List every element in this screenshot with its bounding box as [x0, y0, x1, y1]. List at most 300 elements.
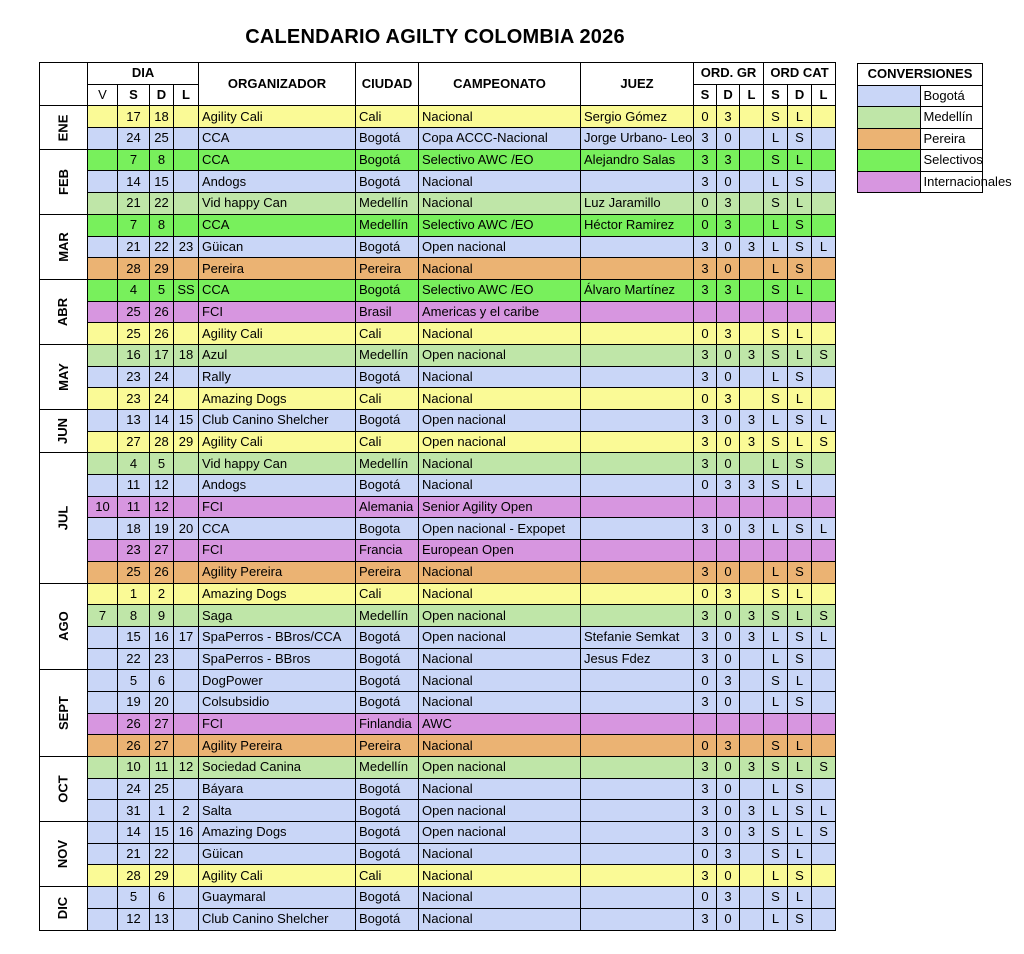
day-d-cell: 2	[150, 583, 174, 605]
cat-s-header: S	[764, 84, 788, 106]
ord-gr-d-cell: 3	[717, 735, 740, 757]
ord-cat-l-cell	[812, 496, 836, 518]
month-label	[40, 410, 88, 453]
day-d-cell: 24	[150, 388, 174, 410]
championship-cell: Senior Agility Open	[419, 496, 581, 518]
ord-gr-s-cell: 3	[694, 410, 717, 432]
championship-cell: Open nacional	[419, 605, 581, 627]
ord-cat-s-cell	[764, 540, 788, 562]
month-label	[40, 149, 88, 214]
day-v-cell	[88, 279, 118, 301]
day-d-cell: 6	[150, 887, 174, 909]
day-v-cell	[88, 193, 118, 215]
day-d-cell: 27	[150, 540, 174, 562]
day-s-cell: 21	[118, 843, 150, 865]
ord-gr-d-cell: 0	[717, 757, 740, 779]
day-l-cell	[174, 496, 199, 518]
ord-cat-s-cell: S	[764, 388, 788, 410]
city-cell: Bogotá	[356, 366, 419, 388]
ord-gr-s-cell: 0	[694, 475, 717, 497]
ord-cat-s-cell: S	[764, 106, 788, 128]
ord-cat-l-cell: S	[812, 431, 836, 453]
championship-cell: Nacional	[419, 887, 581, 909]
ord-gr-l-cell: 3	[740, 410, 764, 432]
championship-cell: Selectivo AWC /EO	[419, 279, 581, 301]
day-l-cell	[174, 149, 199, 171]
day-l-cell	[174, 171, 199, 193]
table-row	[40, 128, 836, 150]
organizer-cell: Club Canino Shelcher	[199, 908, 356, 930]
organizer-cell: Vid happy Can	[199, 453, 356, 475]
day-v-cell	[88, 887, 118, 909]
judge-cell	[581, 778, 694, 800]
ord-gr-s-cell: 3	[694, 171, 717, 193]
ord-gr-l-cell	[740, 691, 764, 713]
day-s-cell: 7	[118, 214, 150, 236]
day-l-cell	[174, 475, 199, 497]
city-cell: Bogotá	[356, 410, 419, 432]
championship-cell: Nacional	[419, 193, 581, 215]
city-cell: Bogotá	[356, 171, 419, 193]
table-row	[40, 778, 836, 800]
ord-gr-d-cell: 0	[717, 908, 740, 930]
day-l-header: L	[174, 84, 199, 106]
ord-gr-d-cell: 3	[717, 670, 740, 692]
judge-cell	[581, 475, 694, 497]
judge-cell	[581, 366, 694, 388]
day-l-cell	[174, 887, 199, 909]
day-v-cell	[88, 344, 118, 366]
day-l-cell: 18	[174, 344, 199, 366]
day-d-cell: 19	[150, 518, 174, 540]
month-label	[40, 887, 88, 930]
day-d-cell: 12	[150, 496, 174, 518]
ord-gr-d-cell: 3	[717, 388, 740, 410]
ord-gr-l-cell	[740, 149, 764, 171]
judge-cell	[581, 410, 694, 432]
ord-cat-d-cell: S	[788, 518, 812, 540]
month-label	[40, 106, 88, 149]
judge-cell: Álvaro Martínez	[581, 279, 694, 301]
ord-gr-l-cell	[740, 887, 764, 909]
ord-gr-l-cell	[740, 583, 764, 605]
ord-cat-l-cell	[812, 128, 836, 150]
ord-gr-s-cell: 0	[694, 106, 717, 128]
table-row	[40, 323, 836, 345]
ord-cat-s-cell: L	[764, 626, 788, 648]
ord-gr-s-cell	[694, 496, 717, 518]
ord-gr-d-cell: 0	[717, 344, 740, 366]
day-l-cell: 29	[174, 431, 199, 453]
legend-label: Medellín	[920, 107, 983, 129]
ord-cat-d-cell: L	[788, 670, 812, 692]
ord-cat-l-cell	[812, 670, 836, 692]
ord-cat-d-cell: S	[788, 410, 812, 432]
day-l-cell	[174, 583, 199, 605]
ord-gr-s-cell: 0	[694, 323, 717, 345]
championship-cell: Open nacional	[419, 822, 581, 844]
day-l-cell	[174, 713, 199, 735]
legend-item	[858, 107, 983, 129]
table-row	[40, 757, 836, 779]
ord-gr-d-cell: 0	[717, 605, 740, 627]
month-name: ENE	[55, 114, 71, 141]
ord-gr-d-cell: 0	[717, 171, 740, 193]
month-label	[40, 214, 88, 279]
day-s-cell: 17	[118, 106, 150, 128]
legend-swatch	[858, 107, 921, 129]
judge-cell	[581, 540, 694, 562]
table-row	[40, 626, 836, 648]
table-row	[40, 236, 836, 258]
day-d-header: D	[150, 84, 174, 106]
ord-cat-s-cell: S	[764, 822, 788, 844]
ord-gr-d-cell	[717, 540, 740, 562]
ord-gr-s-cell: 3	[694, 128, 717, 150]
championship-cell: Nacional	[419, 843, 581, 865]
day-d-cell: 23	[150, 648, 174, 670]
table-row	[40, 171, 836, 193]
judge-cell	[581, 605, 694, 627]
ord-gr-d-cell: 0	[717, 626, 740, 648]
organizer-cell: Güican	[199, 236, 356, 258]
organizer-cell: Agility Pereira	[199, 735, 356, 757]
ord-cat-s-cell: L	[764, 236, 788, 258]
ord-gr-l-cell	[740, 366, 764, 388]
ord-gr-l-cell	[740, 128, 764, 150]
city-cell: Cali	[356, 583, 419, 605]
ord-gr-l-cell	[740, 561, 764, 583]
ord-cat-l-cell	[812, 648, 836, 670]
day-s-cell: 25	[118, 561, 150, 583]
day-d-cell: 24	[150, 366, 174, 388]
table-row	[40, 887, 836, 909]
judge-cell: Sergio Gómez	[581, 106, 694, 128]
ord-cat-d-cell: S	[788, 626, 812, 648]
ord-cat-s-cell	[764, 496, 788, 518]
ord-cat-d-cell: L	[788, 106, 812, 128]
organizer-cell: Agility Cali	[199, 106, 356, 128]
championship-cell: Nacional	[419, 106, 581, 128]
ord-gr-d-cell: 3	[717, 583, 740, 605]
day-l-cell	[174, 540, 199, 562]
organizer-cell: Club Canino Shelcher	[199, 410, 356, 432]
day-d-cell: 28	[150, 431, 174, 453]
day-s-cell: 22	[118, 648, 150, 670]
day-l-cell	[174, 301, 199, 323]
judge-cell	[581, 713, 694, 735]
championship-cell: Open nacional	[419, 431, 581, 453]
judge-cell	[581, 344, 694, 366]
ord-cat-s-cell: L	[764, 171, 788, 193]
month-label	[40, 453, 88, 583]
judge-cell	[581, 670, 694, 692]
ord-gr-d-cell: 3	[717, 106, 740, 128]
month-label	[40, 670, 88, 757]
championship-cell: Open nacional	[419, 626, 581, 648]
ord-gr-s-cell	[694, 713, 717, 735]
day-d-cell: 1	[150, 800, 174, 822]
championship-cell: Nacional	[419, 908, 581, 930]
ord-cat-s-cell: S	[764, 735, 788, 757]
judge-cell	[581, 236, 694, 258]
day-v-cell	[88, 236, 118, 258]
ord-cat-l-cell	[812, 540, 836, 562]
day-s-cell: 25	[118, 301, 150, 323]
month-name: SEPT	[55, 696, 71, 731]
championship-cell: Nacional	[419, 670, 581, 692]
city-cell: Bogotá	[356, 128, 419, 150]
championship-cell: Americas y el caribe	[419, 301, 581, 323]
ord-gr-l-cell	[740, 323, 764, 345]
day-l-cell: 12	[174, 757, 199, 779]
day-l-cell: 23	[174, 236, 199, 258]
ord-gr-l-cell	[740, 193, 764, 215]
ord-cat-s-cell: L	[764, 865, 788, 887]
ord-gr-s-cell: 0	[694, 214, 717, 236]
day-s-cell: 21	[118, 236, 150, 258]
organizer-cell: CCA	[199, 279, 356, 301]
day-l-cell	[174, 258, 199, 280]
day-s-cell: 24	[118, 778, 150, 800]
ord-gr-l-cell	[740, 648, 764, 670]
ord-cat-s-cell: L	[764, 366, 788, 388]
ord-cat-d-cell: L	[788, 344, 812, 366]
day-d-cell: 22	[150, 843, 174, 865]
ord-cat-s-cell: L	[764, 561, 788, 583]
header-row	[40, 63, 836, 85]
judge-cell	[581, 561, 694, 583]
ord-cat-s-cell	[764, 301, 788, 323]
ord-gr-d-cell: 0	[717, 410, 740, 432]
table-row	[40, 344, 836, 366]
day-s-cell: 21	[118, 193, 150, 215]
championship-cell: Nacional	[419, 735, 581, 757]
ord-cat-d-cell: S	[788, 778, 812, 800]
day-d-cell: 8	[150, 149, 174, 171]
day-s-cell: 15	[118, 626, 150, 648]
ord-gr-s-cell: 3	[694, 518, 717, 540]
city-cell: Bogotá	[356, 475, 419, 497]
city-cell: Bogotá	[356, 279, 419, 301]
day-s-cell: 24	[118, 128, 150, 150]
day-v-cell: 7	[88, 605, 118, 627]
city-cell: Bogotá	[356, 236, 419, 258]
ord-cat-d-cell: L	[788, 843, 812, 865]
ord-cat-l-cell	[812, 193, 836, 215]
ord-gr-l-cell: 3	[740, 626, 764, 648]
ord-cat-s-cell: S	[764, 279, 788, 301]
ord-gr-l-cell	[740, 301, 764, 323]
ord-cat-s-cell: S	[764, 323, 788, 345]
ord-gr-d-cell	[717, 713, 740, 735]
city-cell: Bogotá	[356, 670, 419, 692]
table-row	[40, 193, 836, 215]
day-s-cell: 5	[118, 887, 150, 909]
judge-cell	[581, 843, 694, 865]
ord-cat-l-cell	[812, 691, 836, 713]
day-v-cell	[88, 778, 118, 800]
day-s-cell: 14	[118, 171, 150, 193]
organizer-cell: FCI	[199, 496, 356, 518]
ord-cat-s-cell: L	[764, 258, 788, 280]
ord-cat-d-cell: S	[788, 366, 812, 388]
ord-cat-l-cell	[812, 388, 836, 410]
ord-gr-l-cell: 3	[740, 236, 764, 258]
city-cell: Cali	[356, 431, 419, 453]
organizer-cell: Guaymaral	[199, 887, 356, 909]
table-row	[40, 453, 836, 475]
ord-gr-s-cell: 3	[694, 149, 717, 171]
ord-gr-l-cell: 3	[740, 605, 764, 627]
city-cell: Bogotá	[356, 800, 419, 822]
judge-cell	[581, 735, 694, 757]
ord-gr-s-cell: 0	[694, 583, 717, 605]
ord-cat-l-cell	[812, 843, 836, 865]
day-v-cell: 10	[88, 496, 118, 518]
day-d-cell: 27	[150, 735, 174, 757]
organizer-cell: Báyara	[199, 778, 356, 800]
ord-gr-d-cell: 0	[717, 128, 740, 150]
day-v-cell	[88, 800, 118, 822]
legend-label: Bogotá	[920, 85, 983, 107]
cat-l-header: L	[812, 84, 836, 106]
day-d-cell: 20	[150, 691, 174, 713]
day-d-cell: 15	[150, 171, 174, 193]
day-v-cell	[88, 540, 118, 562]
championship-cell: Nacional	[419, 865, 581, 887]
day-d-cell: 18	[150, 106, 174, 128]
day-l-cell	[174, 214, 199, 236]
ord-cat-d-cell	[788, 540, 812, 562]
judge-cell	[581, 496, 694, 518]
ord-cat-s-cell: S	[764, 583, 788, 605]
ord-cat-l-cell	[812, 366, 836, 388]
day-v-cell	[88, 410, 118, 432]
championship-cell: Open nacional	[419, 757, 581, 779]
ord-gr-d-cell: 0	[717, 800, 740, 822]
legend-item	[858, 150, 983, 172]
ord-gr-s-cell: 3	[694, 865, 717, 887]
table-row	[40, 475, 836, 497]
judge-cell	[581, 171, 694, 193]
legend-swatch	[858, 85, 921, 107]
city-cell: Bogotá	[356, 778, 419, 800]
day-s-cell: 27	[118, 431, 150, 453]
organizer-cell: Vid happy Can	[199, 193, 356, 215]
championship-cell: Nacional	[419, 323, 581, 345]
legend-item	[858, 128, 983, 150]
table-row	[40, 735, 836, 757]
ord-cat-d-cell	[788, 301, 812, 323]
ord-cat-d-cell: L	[788, 605, 812, 627]
ord-cat-s-cell: L	[764, 800, 788, 822]
day-v-cell	[88, 670, 118, 692]
day-v-cell	[88, 822, 118, 844]
day-l-cell: 20	[174, 518, 199, 540]
championship-cell: Nacional	[419, 453, 581, 475]
judge-cell	[581, 388, 694, 410]
ord-gr-s-cell: 3	[694, 258, 717, 280]
ord-gr-s-cell: 3	[694, 757, 717, 779]
legend-swatch	[858, 128, 921, 150]
month-label	[40, 344, 88, 409]
day-v-cell	[88, 475, 118, 497]
ord-cat-s-cell: L	[764, 214, 788, 236]
ord-gr-s-cell: 0	[694, 887, 717, 909]
day-v-cell	[88, 583, 118, 605]
judge-cell	[581, 865, 694, 887]
ord-gr-d-cell: 0	[717, 453, 740, 475]
championship-cell: Selectivo AWC /EO	[419, 214, 581, 236]
ord-cat-l-cell	[812, 453, 836, 475]
ord-gr-l-cell	[740, 670, 764, 692]
city-cell: Cali	[356, 106, 419, 128]
ord-cat-s-cell: L	[764, 518, 788, 540]
month-name: FEB	[55, 168, 71, 195]
city-cell: Brasil	[356, 301, 419, 323]
day-l-cell	[174, 366, 199, 388]
ord-cat-s-cell: S	[764, 843, 788, 865]
day-l-cell: 2	[174, 800, 199, 822]
ord-gr-header: ORD. GR	[694, 63, 764, 85]
ord-gr-d-cell: 0	[717, 258, 740, 280]
ord-gr-l-cell: 3	[740, 822, 764, 844]
ord-gr-d-cell: 3	[717, 323, 740, 345]
city-cell: Medellín	[356, 193, 419, 215]
day-v-cell	[88, 453, 118, 475]
table-row	[40, 410, 836, 432]
juez-header: JUEZ	[581, 63, 694, 106]
organizer-cell: Amazing Dogs	[199, 583, 356, 605]
ord-gr-d-cell: 3	[717, 149, 740, 171]
ord-cat-d-cell: S	[788, 908, 812, 930]
ord-gr-l-cell: 3	[740, 475, 764, 497]
championship-cell: Nacional	[419, 691, 581, 713]
day-s-cell: 14	[118, 822, 150, 844]
legend-item	[858, 171, 983, 193]
table-row	[40, 843, 836, 865]
city-cell: Bogotá	[356, 822, 419, 844]
organizer-cell: Agility Pereira	[199, 561, 356, 583]
day-d-cell: 8	[150, 214, 174, 236]
organizer-cell: Colsubsidio	[199, 691, 356, 713]
calendar-table	[39, 62, 836, 931]
ord-cat-d-cell: S	[788, 214, 812, 236]
ord-gr-s-cell: 3	[694, 453, 717, 475]
organizer-cell: Sociedad Canina	[199, 757, 356, 779]
city-cell: Medellín	[356, 605, 419, 627]
ord-cat-s-cell	[764, 713, 788, 735]
organizer-cell: Amazing Dogs	[199, 822, 356, 844]
day-v-header: V	[88, 84, 118, 106]
ord-gr-d-cell	[717, 301, 740, 323]
table-row	[40, 670, 836, 692]
table-row	[40, 865, 836, 887]
ord-cat-d-cell: L	[788, 757, 812, 779]
city-cell: Francia	[356, 540, 419, 562]
ord-cat-l-cell	[812, 106, 836, 128]
organizer-cell: Andogs	[199, 171, 356, 193]
championship-cell: Nacional	[419, 258, 581, 280]
table-row	[40, 106, 836, 128]
day-s-cell: 23	[118, 366, 150, 388]
city-cell: Bogotá	[356, 887, 419, 909]
ord-gr-l-cell	[740, 106, 764, 128]
day-v-cell	[88, 843, 118, 865]
day-v-cell	[88, 214, 118, 236]
city-cell: Medellín	[356, 344, 419, 366]
